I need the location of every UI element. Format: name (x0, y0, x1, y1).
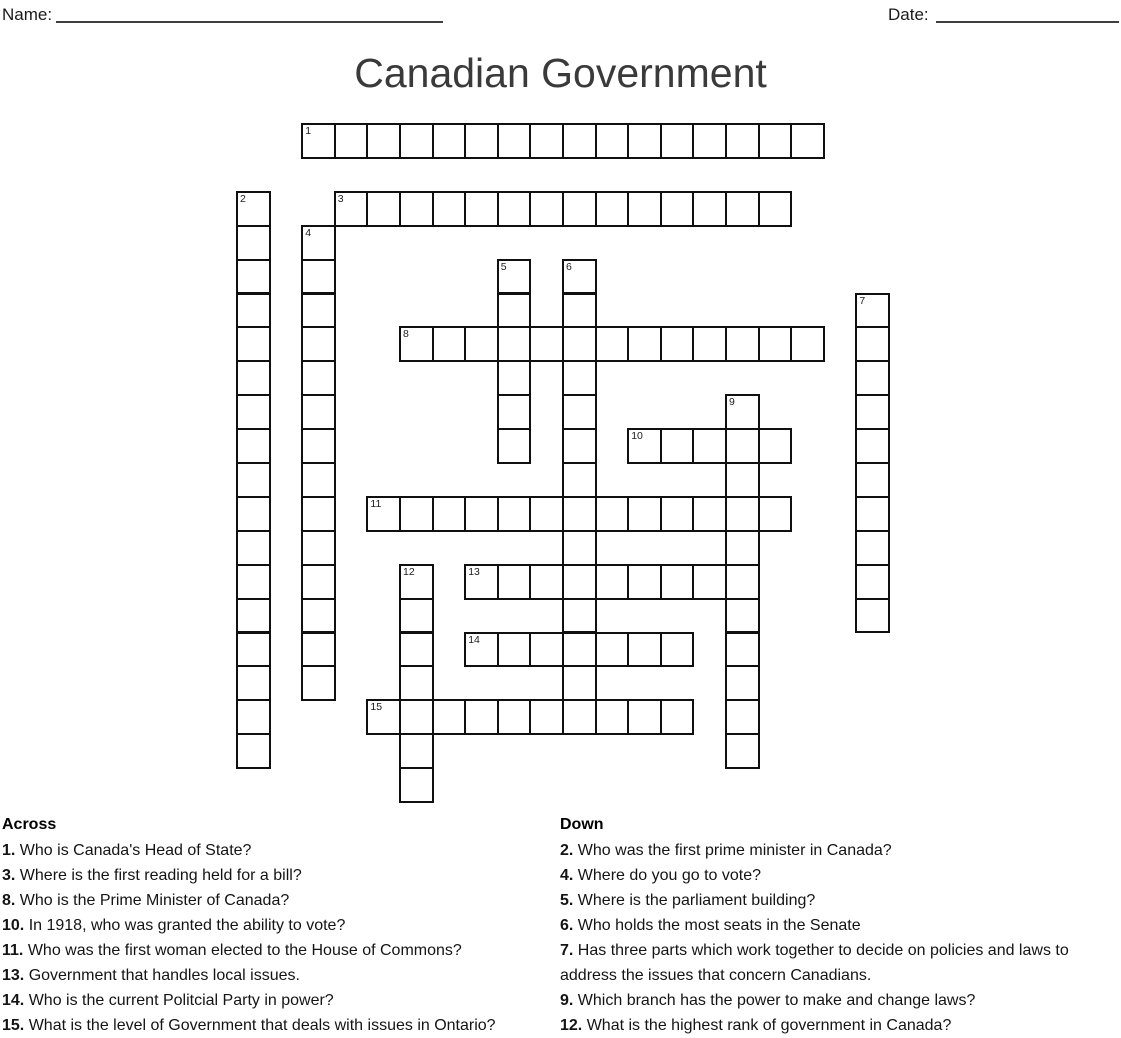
grid-cell[interactable] (529, 496, 564, 532)
grid-cell[interactable] (725, 699, 760, 735)
grid-cell[interactable] (595, 123, 630, 159)
grid-cell[interactable] (660, 496, 695, 532)
grid-cell[interactable] (236, 530, 271, 566)
grid-cell[interactable] (595, 632, 630, 668)
grid-cell[interactable] (692, 496, 727, 532)
grid-cell[interactable] (497, 428, 532, 464)
cell-number: 9 (729, 396, 735, 409)
grid-cell[interactable] (562, 530, 597, 566)
grid-cell[interactable] (562, 259, 597, 295)
grid-cell[interactable] (725, 326, 760, 362)
grid-cell[interactable] (725, 191, 760, 227)
grid-cell[interactable] (464, 123, 499, 159)
date-label: Date: (888, 5, 929, 24)
grid-cell[interactable] (301, 259, 336, 295)
across-heading: Across (2, 816, 57, 833)
grid-cell[interactable] (301, 428, 336, 464)
grid-cell[interactable] (399, 326, 434, 362)
grid-cell[interactable] (855, 394, 890, 430)
clue-item: 3. Where is the first reading held for a bill? (2, 867, 302, 884)
grid-cell[interactable] (497, 326, 532, 362)
clue-item: 4. Where do you go to vote? (560, 867, 762, 884)
grid-cell[interactable] (627, 632, 662, 668)
grid-cell[interactable] (562, 699, 597, 735)
grid-cell[interactable] (236, 665, 271, 701)
grid-cell[interactable] (660, 564, 695, 600)
grid-cell[interactable] (464, 564, 499, 600)
across-clues-section (2, 812, 558, 1038)
grid-cell[interactable] (301, 462, 336, 498)
grid-cell[interactable] (236, 360, 271, 396)
grid-cell[interactable] (301, 665, 336, 701)
grid-cell[interactable] (660, 191, 695, 227)
grid-cell[interactable] (562, 293, 597, 329)
grid-cell[interactable] (301, 360, 336, 396)
grid-cell[interactable] (855, 326, 890, 362)
grid-cell[interactable] (497, 259, 532, 295)
grid-cell[interactable] (725, 665, 760, 701)
clue-number: 10. (2, 917, 29, 934)
grid-cell[interactable] (399, 123, 434, 159)
grid-cell[interactable] (334, 123, 369, 159)
grid-cell[interactable] (236, 632, 271, 668)
name-label: Name: (2, 5, 53, 24)
clue-item: 14. Who is the current Politcial Party in power? (2, 992, 334, 1009)
grid-cell[interactable] (399, 632, 434, 668)
cell-number: 8 (403, 328, 409, 341)
grid-cell[interactable] (758, 123, 793, 159)
grid-cell[interactable] (497, 564, 532, 600)
grid-cell[interactable] (399, 699, 434, 735)
clue-item: 9. Which branch has the power to make and change laws? (560, 992, 976, 1009)
grid-cell[interactable] (855, 564, 890, 600)
grid-cell[interactable] (725, 564, 760, 600)
grid-cell[interactable] (725, 632, 760, 668)
grid-cell[interactable] (236, 428, 271, 464)
grid-cell[interactable] (432, 496, 467, 532)
grid-cell[interactable] (366, 123, 401, 159)
grid-cell[interactable] (464, 496, 499, 532)
grid-cell[interactable] (758, 496, 793, 532)
grid-cell[interactable] (497, 394, 532, 430)
grid-cell[interactable] (725, 428, 760, 464)
grid-cell[interactable] (497, 360, 532, 396)
clue-item: 8. Who is the Prime Minister of Canada? (2, 892, 290, 909)
clue-number: 8. (2, 892, 20, 909)
cell-number: 14 (468, 633, 480, 646)
grid-cell[interactable] (855, 598, 890, 634)
grid-cell[interactable] (562, 564, 597, 600)
grid-cell[interactable] (301, 123, 336, 159)
grid-cell[interactable] (366, 496, 401, 532)
grid-cell[interactable] (497, 191, 532, 227)
grid-cell[interactable] (301, 496, 336, 532)
grid-cell[interactable] (692, 191, 727, 227)
clue-number: 15. (2, 1017, 29, 1034)
grid-cell[interactable] (301, 225, 336, 261)
grid-cell[interactable] (301, 326, 336, 362)
grid-cell[interactable] (366, 191, 401, 227)
down-heading: Down (560, 816, 604, 833)
grid-cell[interactable] (562, 665, 597, 701)
grid-cell[interactable] (464, 632, 499, 668)
grid-cell[interactable] (758, 191, 793, 227)
grid-cell[interactable] (725, 496, 760, 532)
grid-cell[interactable] (236, 564, 271, 600)
grid-cell[interactable] (855, 360, 890, 396)
grid-cell[interactable] (236, 326, 271, 362)
clue-item: 6. Who holds the most seats in the Senate (560, 917, 861, 934)
grid-cell[interactable] (432, 123, 467, 159)
grid-cell[interactable] (855, 428, 890, 464)
clue-item: 11. Who was the first woman elected to the House of Commons? (2, 942, 462, 959)
grid-cell[interactable] (464, 326, 499, 362)
grid-cell[interactable] (334, 191, 369, 227)
grid-cell[interactable] (301, 564, 336, 600)
clue-number: 5. (560, 892, 578, 909)
grid-cell[interactable] (790, 326, 825, 362)
grid-cell[interactable] (236, 733, 271, 769)
grid-cell[interactable] (758, 326, 793, 362)
grid-cell[interactable] (399, 665, 434, 701)
grid-cell[interactable] (855, 293, 890, 329)
grid-cell[interactable] (855, 496, 890, 532)
clue-item: 12. What is the highest rank of government in Canada? (560, 1017, 952, 1034)
grid-cell[interactable] (562, 191, 597, 227)
grid-cell[interactable] (562, 462, 597, 498)
cell-number: 4 (305, 226, 312, 239)
name-blank-line (56, 21, 443, 23)
grid-cell[interactable] (529, 123, 564, 159)
clue-number: 13. (2, 967, 29, 984)
clue-number: 7. (560, 942, 578, 959)
grid-cell[interactable] (595, 564, 630, 600)
grid-cell[interactable] (595, 496, 630, 532)
cell-number: 2 (240, 192, 246, 205)
cell-number: 1 (305, 125, 312, 137)
grid-cell[interactable] (432, 191, 467, 227)
date-blank-line (936, 21, 1119, 23)
grid-cell[interactable] (529, 191, 564, 227)
grid-cell[interactable] (236, 699, 271, 735)
grid-cell[interactable] (692, 564, 727, 600)
grid-cell[interactable] (529, 564, 564, 600)
cell-number: 6 (566, 260, 572, 273)
grid-cell[interactable] (855, 530, 890, 566)
grid-cell[interactable] (790, 123, 825, 159)
cell-number: 11 (370, 497, 382, 510)
grid-cell[interactable] (660, 123, 695, 159)
grid-cell[interactable] (497, 293, 532, 329)
cell-number: 13 (468, 565, 480, 578)
grid-cell[interactable] (399, 733, 434, 769)
clue-number: 4. (560, 867, 578, 884)
grid-cell[interactable] (562, 123, 597, 159)
grid-cell[interactable] (464, 191, 499, 227)
grid-cell[interactable] (301, 598, 336, 634)
grid-cell[interactable] (399, 564, 434, 600)
grid-cell[interactable] (660, 632, 695, 668)
grid-cell[interactable] (627, 428, 662, 464)
grid-cell[interactable] (595, 191, 630, 227)
clue-item: 10. In 1918, who was granted the ability to vote? (2, 917, 346, 934)
cell-number: 3 (337, 192, 344, 205)
cell-number: 12 (403, 565, 415, 578)
clue-number: 6. (560, 917, 578, 934)
grid-cell[interactable] (497, 632, 532, 668)
grid-cell[interactable] (236, 462, 271, 498)
grid-cell[interactable] (399, 598, 434, 634)
clue-item: 1. Who is Canada's Head of State? (2, 842, 252, 859)
grid-cell[interactable] (236, 496, 271, 532)
grid-cell[interactable] (692, 326, 727, 362)
clue-item: 2. Who was the first prime minister in Canada? (560, 842, 892, 859)
cell-number: 5 (500, 260, 507, 273)
grid-cell[interactable] (692, 123, 727, 159)
grid-cell[interactable] (855, 462, 890, 498)
grid-cell[interactable] (236, 598, 271, 634)
grid-cell[interactable] (725, 733, 760, 769)
down-clues-section (560, 812, 1119, 1038)
cell-number: 15 (370, 701, 383, 714)
grid-cell[interactable] (301, 394, 336, 430)
grid-cell[interactable] (562, 496, 597, 532)
grid-cell[interactable] (432, 326, 467, 362)
grid-cell[interactable] (627, 326, 662, 362)
grid-cell[interactable] (529, 632, 564, 668)
grid-cell[interactable] (660, 428, 695, 464)
grid-cell[interactable] (627, 191, 662, 227)
clue-item: 13. Government that handles local issues. (2, 967, 300, 984)
clue-number: 9. (560, 992, 578, 1009)
grid-cell[interactable] (497, 699, 532, 735)
clue-item: 5. Where is the parliament building? (560, 892, 816, 909)
grid-cell[interactable] (236, 293, 271, 329)
grid-cell[interactable] (399, 191, 434, 227)
grid-cell[interactable] (725, 123, 760, 159)
cell-number: 7 (859, 294, 866, 307)
grid-cell[interactable] (301, 632, 336, 668)
grid-cell[interactable] (432, 699, 467, 735)
grid-cell[interactable] (562, 394, 597, 430)
grid-cell[interactable] (399, 767, 434, 803)
page-title: Canadian Government (354, 50, 767, 96)
grid-cell[interactable] (301, 530, 336, 566)
cell-number: 10 (631, 430, 643, 443)
grid-cell[interactable] (758, 428, 793, 464)
clue-number: 1. (2, 842, 20, 859)
clue-item: 15. What is the level of Government that deals with issues in Ontario? (2, 1017, 496, 1034)
grid-cell[interactable] (399, 496, 434, 532)
clue-number: 2. (560, 842, 578, 859)
clue-number: 3. (2, 867, 20, 884)
clue-item: 7. Has three parts which work together to decide on policies and laws to address the issues that concern Canadians. (560, 942, 1069, 984)
grid-cell[interactable] (464, 699, 499, 735)
grid-cell[interactable] (595, 326, 630, 362)
grid-cell[interactable] (595, 699, 630, 735)
grid-cell[interactable] (660, 699, 695, 735)
grid-cell[interactable] (529, 326, 564, 362)
grid-cell[interactable] (725, 598, 760, 634)
grid-cell[interactable] (725, 462, 760, 498)
grid-cell[interactable] (562, 632, 597, 668)
grid-cell[interactable] (562, 326, 597, 362)
grid-cell[interactable] (236, 259, 271, 295)
grid-cell[interactable] (627, 496, 662, 532)
grid-cell[interactable] (301, 293, 336, 329)
clue-number: 12. (560, 1017, 587, 1034)
grid-cell[interactable] (627, 564, 662, 600)
grid-cell[interactable] (562, 598, 597, 634)
grid-cell[interactable] (236, 394, 271, 430)
grid-cell[interactable] (236, 191, 271, 227)
grid-cell[interactable] (725, 394, 760, 430)
grid-cell[interactable] (725, 530, 760, 566)
grid-cell[interactable] (692, 428, 727, 464)
clue-number: 14. (2, 992, 29, 1009)
grid-cell[interactable] (562, 360, 597, 396)
grid-cell[interactable] (497, 123, 532, 159)
grid-cell[interactable] (627, 699, 662, 735)
grid-cell[interactable] (627, 123, 662, 159)
grid-cell[interactable] (497, 496, 532, 532)
clue-number: 11. (2, 942, 28, 959)
grid-cell[interactable] (660, 326, 695, 362)
grid-cell[interactable] (562, 428, 597, 464)
grid-cell[interactable] (529, 699, 564, 735)
grid-cell[interactable] (366, 699, 401, 735)
grid-cell[interactable] (236, 225, 271, 261)
